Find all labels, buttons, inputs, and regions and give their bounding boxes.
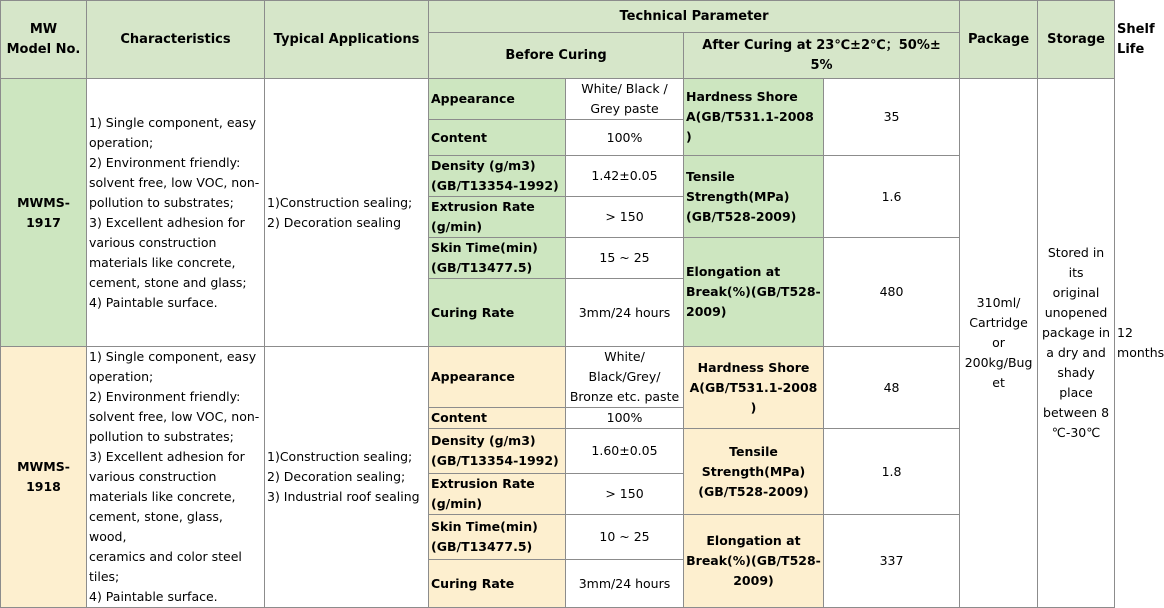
- param-label: Appearance: [429, 347, 566, 408]
- model-number: MWMS-1918: [1, 347, 87, 608]
- after-param-label: Elongation at Break(%)(GB/T528- 2009): [684, 238, 824, 347]
- characteristics-cell: 1) Single component, easy operation; 2) Environment friendly: solvent free, low VOC, non- pollution to substrates; 3) Excellent adhesion for various construction materials like concrete, cement, stone, glass, wood, ceramics and color steel tiles; 4) Paintable surface.: [87, 347, 265, 608]
- param-value: White/ Black/Grey/ Bronze etc. paste: [566, 347, 684, 408]
- after-param-value: 48: [824, 347, 960, 429]
- param-label: Curing Rate: [429, 279, 566, 347]
- header-package: Package: [960, 1, 1038, 79]
- param-value: 10 ~ 25: [566, 515, 684, 560]
- param-label: Density (g/m3) (GB/T13354-1992): [429, 429, 566, 474]
- header-technical-parameter: Technical Parameter: [429, 1, 960, 33]
- after-param-label: Tensile Strength(MPa) (GB/T528-2009): [684, 156, 824, 238]
- after-param-value: 1.6: [824, 156, 960, 238]
- after-param-value: 35: [824, 79, 960, 156]
- header-characteristics: Characteristics: [87, 1, 265, 79]
- param-label: Extrusion Rate (g/min): [429, 474, 566, 515]
- after-param-value: 480: [824, 238, 960, 347]
- param-label: Skin Time(min) (GB/T13477.5): [429, 515, 566, 560]
- param-value: > 150: [566, 197, 684, 238]
- storage-cell: Stored in its original unopened package in a dry and shady place between 8 ℃-30℃: [1038, 79, 1115, 608]
- header-storage: Storage: [1038, 1, 1115, 79]
- param-label: Skin Time(min) (GB/T13477.5): [429, 238, 566, 279]
- param-label: Content: [429, 120, 566, 156]
- after-param-label: Hardness Shore A(GB/T531.1-2008 ): [684, 79, 824, 156]
- param-label: Density (g/m3) (GB/T13354-1992): [429, 156, 566, 197]
- after-param-value: 337: [824, 515, 960, 608]
- product-spec-table: MW Model No. Characteristics Typical Applications Technical Parameter Package Storage Shelf Life Before Curing After Curing at 23℃±2℃；50%± 5% MWMS-1917 1) Single component, easy operation; 2) Environment friendly: solvent free, low VOC, non- pollution to substrates; 3) Excellent adhesion for various construction materials like concrete, cement, stone and glass; 4) Paintable surface. 1)Construction sealing; 2) Decoration sealing Appearance White/ Black / Grey paste Hardness Shore A(GB/T531.1-2008 ) 35 310ml/ Cartridge or 200kg/Bug et Stored in its original unopened package in a dry and shady place between 8 ℃-30℃ 12 months Content 100% Density (g/m3) (GB/T13354-1992) 1.42±0.05 Tensile Strength(MPa) (GB/T528-2009) 1.6 Extrusion Rate (g/min) > 150 Skin Time(min) (GB/T13477.5) 15 ~ 25 Elongation at Break(%)(GB/T528- 2009) 480 Curing Rate 3mm/24 hours MWMS-1918 1) Single component, easy operation; 2) Environment friendly: solvent free, low VOC, non- pollution to substrates; 3) Excellent adhesion for various construction materials like concrete, cement, stone, glass, wood, ceramics and color steel tiles; 4) Paintable surface. 1)Construction sealing; 2) Decoration sealing; 3) Industrial roof sealing Appearance White/ Black/Grey/ Bronze etc. paste Hardness Shore A(GB/T531.1-2008 ) 48 Content 100% Density (g/m3) (GB/T13354-1992) 1.60±0.05 Tensile Strength(MPa) (GB/T528-2009) 1.8 Extrusion Rate (g/min) > 150 Skin Time(min) (GB/T13477.5) 10 ~ 25 Elongation at Break(%)(GB/T528- 2009) 337 Curing Rate 3mm/24 hours: [0, 0, 1115, 608]
- param-label: Curing Rate: [429, 560, 566, 608]
- param-value: > 150: [566, 474, 684, 515]
- header-after-curing: After Curing at 23℃±2℃；50%± 5%: [684, 33, 960, 79]
- param-value: 100%: [566, 408, 684, 429]
- applications-cell: 1)Construction sealing; 2) Decoration sealing; 3) Industrial roof sealing: [265, 347, 429, 608]
- header-before-curing: Before Curing: [429, 33, 684, 79]
- after-param-label: Hardness Shore A(GB/T531.1-2008 ): [684, 347, 824, 429]
- param-label: Appearance: [429, 79, 566, 120]
- header-model: MW Model No.: [1, 1, 87, 79]
- header-applications: Typical Applications: [265, 1, 429, 79]
- applications-cell: 1)Construction sealing; 2) Decoration sealing: [265, 79, 429, 347]
- after-param-value: 1.8: [824, 429, 960, 515]
- package-cell: 310ml/ Cartridge or 200kg/Bug et: [960, 79, 1038, 608]
- param-value: 1.60±0.05: [566, 429, 684, 474]
- param-value: 100%: [566, 120, 684, 156]
- after-param-label: Tensile Strength(MPa) (GB/T528-2009): [684, 429, 824, 515]
- param-value: 3mm/24 hours: [566, 560, 684, 608]
- param-value: 1.42±0.05: [566, 156, 684, 197]
- after-param-label: Elongation at Break(%)(GB/T528- 2009): [684, 515, 824, 608]
- param-value: White/ Black / Grey paste: [566, 79, 684, 120]
- param-label: Extrusion Rate (g/min): [429, 197, 566, 238]
- param-value: 15 ~ 25: [566, 238, 684, 279]
- characteristics-cell: 1) Single component, easy operation; 2) Environment friendly: solvent free, low VOC, non- pollution to substrates; 3) Excellent adhesion for various construction materials like concrete, cement, stone and glass; 4) Paintable surface.: [87, 79, 265, 347]
- param-label: Content: [429, 408, 566, 429]
- model-number: MWMS-1917: [1, 79, 87, 347]
- param-value: 3mm/24 hours: [566, 279, 684, 347]
